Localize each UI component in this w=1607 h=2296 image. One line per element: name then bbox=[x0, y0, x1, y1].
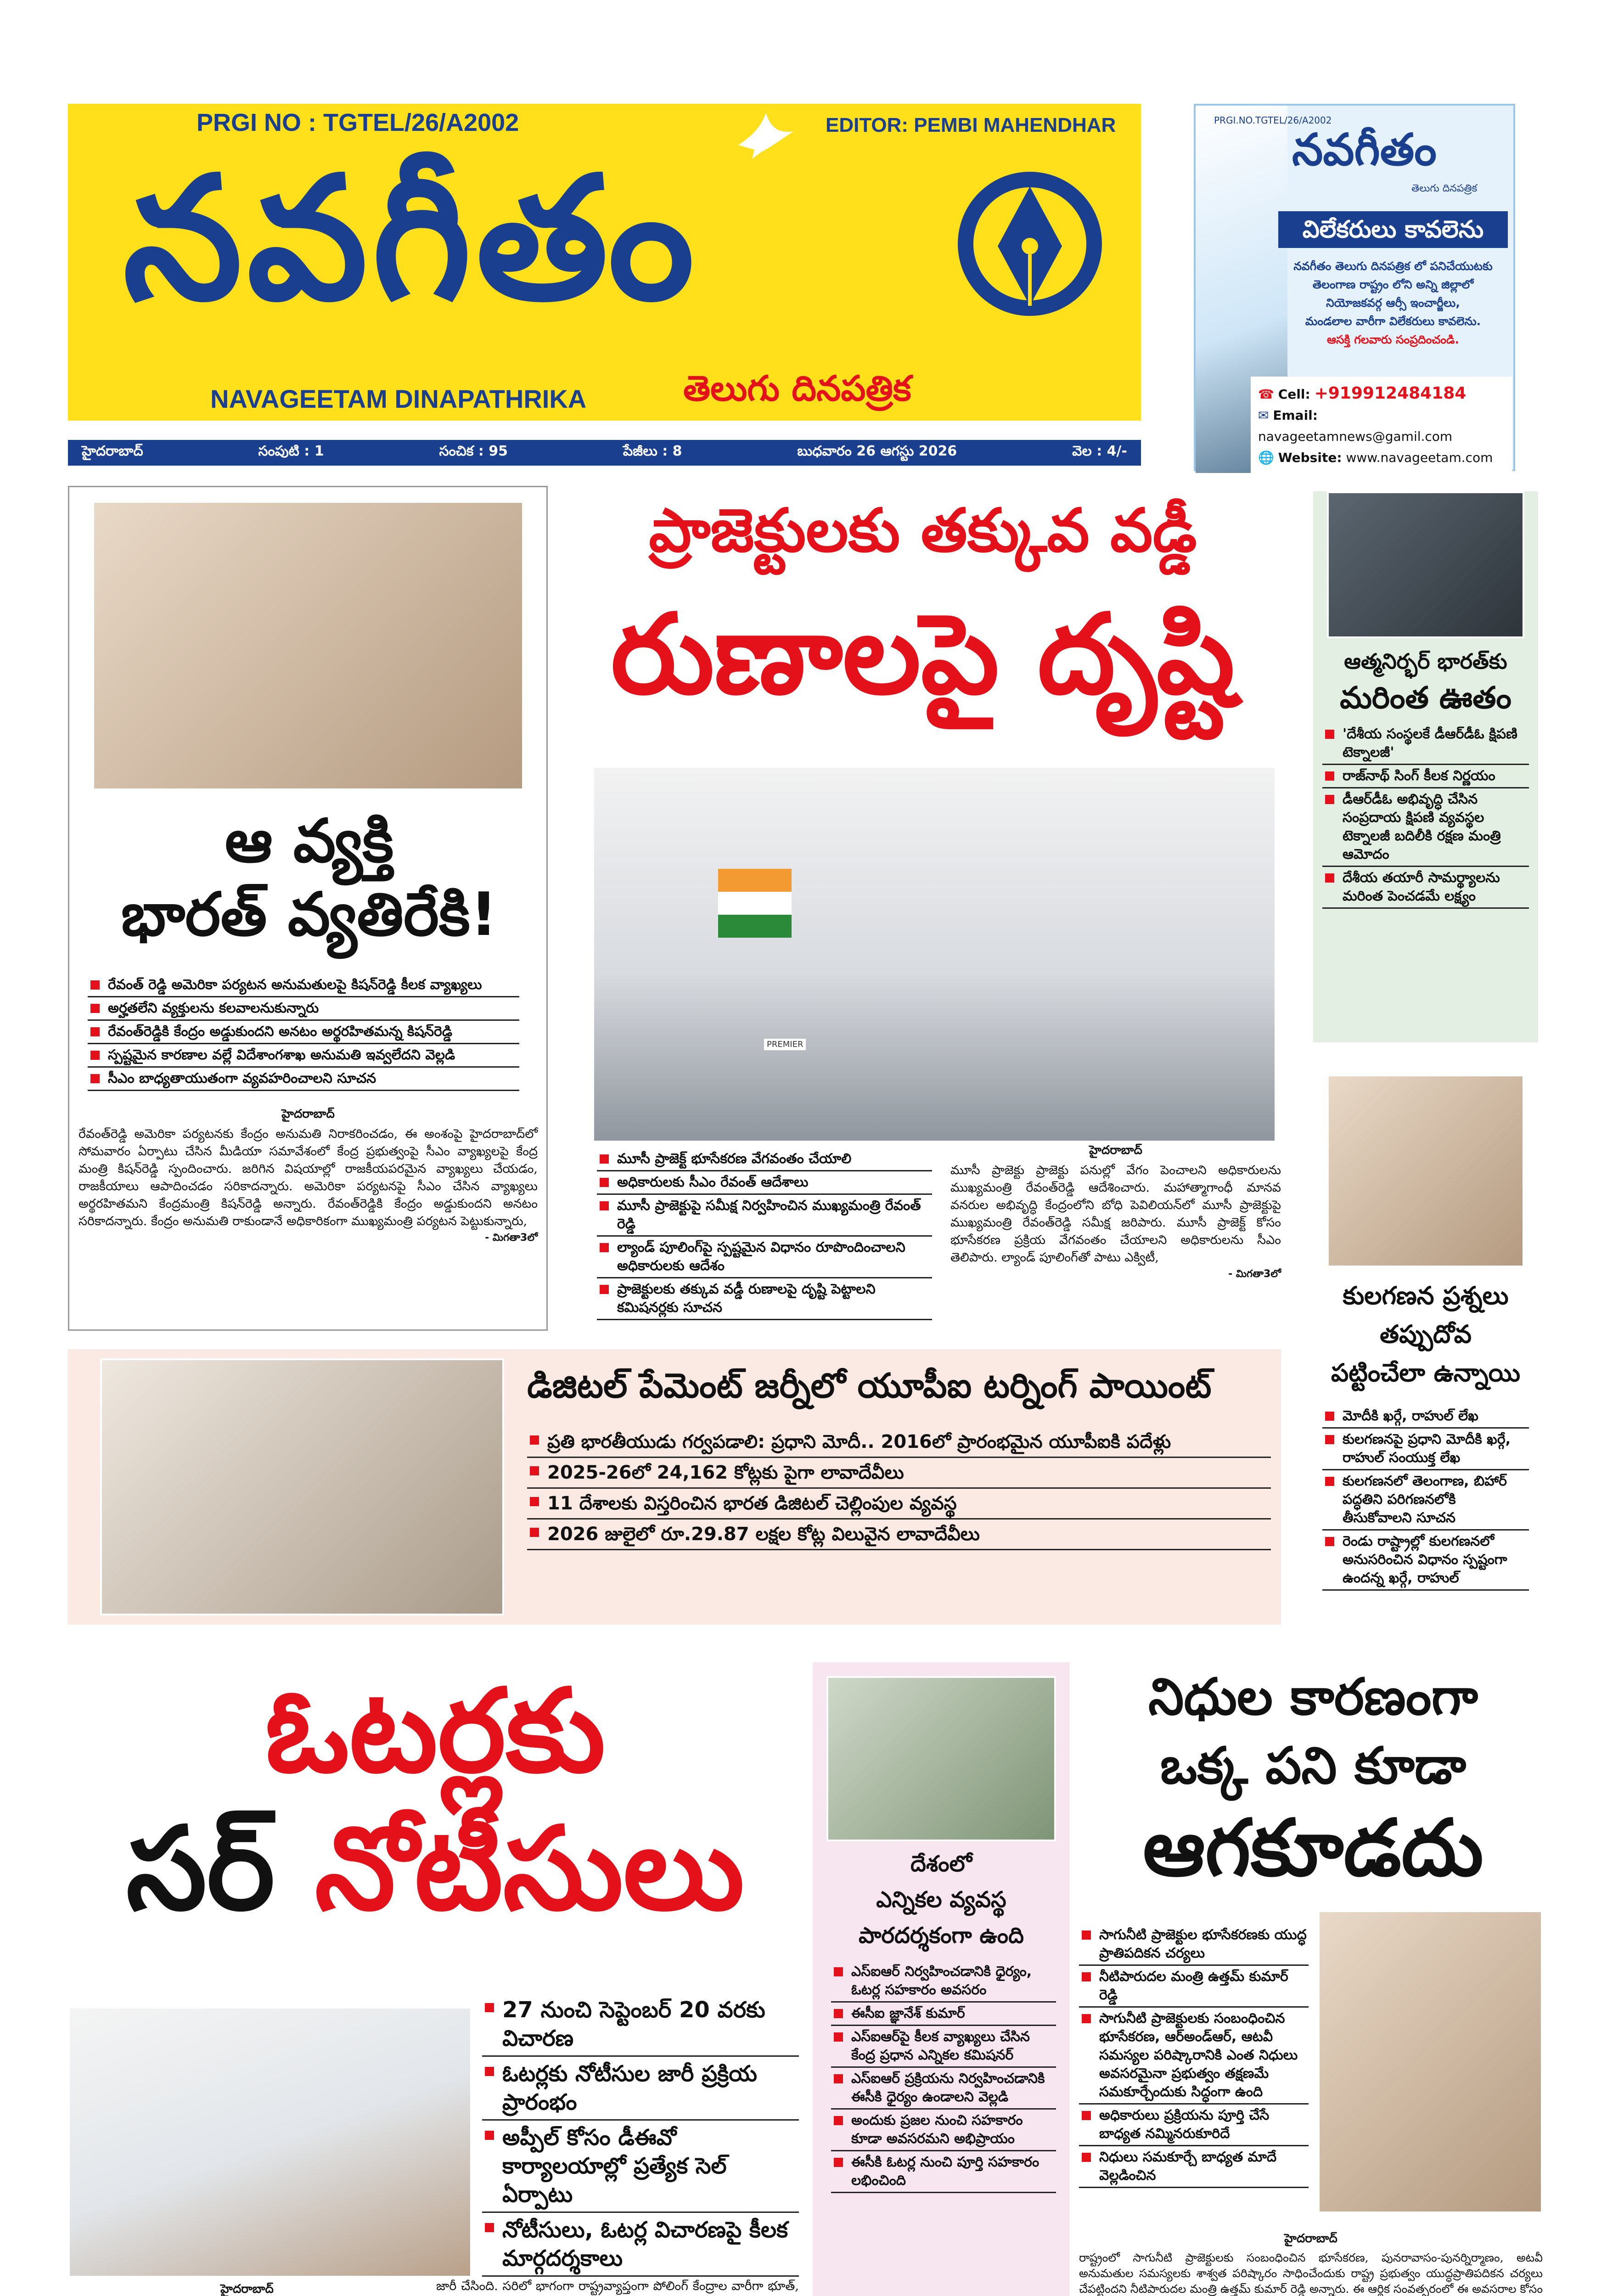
info-issue: సంచిక : 95 bbox=[439, 443, 508, 459]
masthead-subtitle-en: NAVAGEETAM DINAPATHRIKA bbox=[210, 384, 587, 413]
right-story-2-bullets bbox=[1322, 1405, 1529, 1591]
list-item: కులగణనపై ప్రధాని మోదీకి ఖర్గే, రాహుల్ సంయుక్త లేఖ bbox=[1322, 1429, 1529, 1470]
list-item: మూసీ ప్రాజెక్టుపై సమీక్ష నిర్వహించిన ముఖ్యమంత్రి రేవంత్ రెడ్డి bbox=[597, 1195, 932, 1237]
list-item: ఎస్ఐఆర్ ప్రక్రియను నిర్వహించడానికి ఈసీకి ధైర్యం ఉండాలని వెల్లడి bbox=[831, 2068, 1056, 2110]
ec-story-photo bbox=[826, 1676, 1056, 1841]
list-item: రేవంత్‌రెడ్డికి కేంద్రం అడ్డుకుందని అనటం అర్థరహితమన్న కిషన్‌రెడ్డి bbox=[88, 1021, 519, 1044]
ec-story bbox=[813, 1662, 1070, 2296]
list-item: ఎస్ఐఆర్‌పై కీలక వ్యాఖ్యలు చేసిన కేంద్ర ప్రధాన ఎన్నికల కమిషనర్ bbox=[831, 2026, 1056, 2068]
voters-headline: ఓటర్లకు సర్ నోటీసులు bbox=[126, 1664, 745, 1936]
voters-text-col1: హైదరాబాద్ bbox=[220, 2282, 274, 2296]
left-story-photo bbox=[92, 501, 524, 790]
center-kicker: ప్రాజెక్టులకు తక్కువ వడ్డీ bbox=[649, 495, 1197, 565]
ad-logo-sub: తెలుగు దినపత్రిక bbox=[1411, 183, 1478, 194]
upi-headline: డిజిటల్ పేమెంట్ జర్నీలో యూపీఐ టర్నింగ్ పాయింట్ bbox=[527, 1366, 1212, 1406]
list-item: రాజ్‌నాథ్ సింగ్ కీలక నిర్ణయం bbox=[1322, 765, 1529, 788]
center-story-text: హైదరాబాద్ మూసీ ప్రాజెక్టు ప్రాజెక్టు పనుల్లో వేగం పెంచాలని అధికారులను ముఖ్యమంత్రి రేవంత్‌రెడ్డి ఆదేశించారు. మహాత్మాగాంధీ మానవ వనరుల అభివృద్ధి కేంద్రంలోని బోధి పెవిలియన్‌లో మూసీ ప్రాజెక్టుపై ముఖ్యమంత్రి రేవంత్‌రెడ్డి సమీక్ష జరిపారు. మూసీ ప్రాజెక్ట్ కోసం భూసేకరణ ప్రక్రియ వేగవంతం చేయాలని అధికారులను సీఎం తెలిపారు. ల్యాండ్ పూలింగ్‌తో పాటు ఎక్విటీ, - మిగతా3లో bbox=[950, 1143, 1281, 1280]
list-item: ఈసీఐ జ్ఞానేశ్ కుమార్ bbox=[831, 2003, 1056, 2026]
list-item: అధికారులకు సీఎం రేవంత్ ఆదేశాలు bbox=[597, 1171, 932, 1195]
right-story-1-bullets bbox=[1322, 723, 1529, 909]
list-item: నిధులు సమకూర్చే బాధ్యత మాదే వెల్లడించిన bbox=[1079, 2146, 1309, 2188]
list-item: ప్రతి భారతీయుడు గర్వపడాలి: ప్రధాని మోదీ.. 2016లో ప్రారంభమైన యూపీఐకి పదేళ్లు bbox=[527, 1427, 1271, 1458]
info-pages: పేజీలు : 8 bbox=[623, 443, 682, 459]
india-flag bbox=[718, 869, 792, 938]
ad-cell: +919912484184 bbox=[1314, 384, 1467, 403]
list-item: కులగణనలో తెలంగాణ, బిహార్ పద్ధతిని పరిగణనలోకి తీసుకోవాలని సూచన bbox=[1322, 1470, 1529, 1531]
info-bar bbox=[68, 440, 1141, 466]
ad-email: navageetamnews@gamil.com bbox=[1258, 429, 1453, 444]
globe-icon: 🌐 bbox=[1258, 450, 1278, 465]
right-story-1-photo bbox=[1327, 491, 1524, 638]
voters-photo bbox=[68, 2007, 472, 2278]
ec-story-bullets bbox=[831, 1961, 1056, 2193]
ad-contact: ☎ Cell: +919912484184 ✉ Email: navageetamnews@gamil.com 🌐 Website: www.navageetam.com bbox=[1251, 377, 1512, 475]
ad-headline: విలేకరులు కావలెను bbox=[1278, 211, 1508, 248]
left-story-text: హైదరాబాద్ రేవంత్‌రెడ్డి అమెరికా పర్యటనకు కేంద్రం అనుమతి నిరాకరించడం, ఈ అంశంపై హైదరాబాద్‌లో సోమవారం ఏర్పాటు చేసిన మీడియా సమావేశంలో కేంద్ర ప్రభుత్వంపై సీఎం వ్యాఖ్యలపై కేంద్ర మంత్రి కిషన్‌రెడ్డి స్పందించారు. జరిగిన విషయాల్లో రాజకీయపరమైన వ్యాఖ్యలు చేయడం, రాజకీయాలు ఆపాదించడం సరికాదన్నారు. అమెరికా పర్యటనపై సీఎం చేసిన వ్యాఖ్యలు అర్థరహితమని కేంద్రమంత్రి కిషన్‌రెడ్డి అన్నారు. రేవంత్‌రెడ్డికి కేంద్రం అడ్డుకుందని అనటం సరికాదన్నారు. కేంద్రం అనుమతి రాకుండానే అధికారికంగా ముఖ్యమంత్రి పర్యటన పెట్టుకున్నారు, - మిగతా3లో bbox=[79, 1107, 538, 1244]
list-item: ఓటర్లకు నోటీసుల జారీ ప్రక్రియ ప్రారంభం bbox=[482, 2057, 799, 2121]
list-item: ప్రాజెక్టులకు తక్కువ వడ్డీ రుణాలపై దృష్టి పెట్టాలని కమిషనర్లకు సూచన bbox=[597, 1278, 932, 1320]
list-item: దేశీయ తయారీ సామర్థ్యాలను మరింత పెంచడమే లక్ష్యం bbox=[1322, 867, 1529, 909]
ad-logo: నవగీతం bbox=[1292, 124, 1437, 175]
list-item: నోటీసులు, ఓటర్ల విచారణపై కీలక మార్గదర్శకాలు bbox=[482, 2213, 799, 2277]
list-item: అధికారులు ప్రక్రియను పూర్తి చేసే బాధ్యత నమ్మినరుకూరిదే bbox=[1079, 2105, 1309, 2146]
email-icon: ✉ bbox=[1258, 408, 1273, 423]
list-item: నీటిపారుదల మంత్రి ఉత్తమ్ కుమార్ రెడ్డి bbox=[1079, 1966, 1309, 2008]
list-item: రెండు రాష్ట్రాల్లో కులగణనలో అనుసరించిన విధానం స్పష్టంగా ఉందన్న ఖర్గే, రాహుల్ bbox=[1322, 1531, 1529, 1591]
list-item: అప్పీల్ కోసం డీఈవో కార్యాలయాల్లో ప్రత్యేక సెల్ ఏర్పాటు bbox=[482, 2121, 799, 2213]
list-item: డీఆర్‌డీఓ అభివృద్ధి చేసిన సంప్రదాయ క్షిపణి వ్యవస్థల టెక్నాలజీ బదిలీకి రక్షణ మంత్రి ఆమోదం bbox=[1322, 788, 1529, 867]
masthead bbox=[68, 104, 1141, 421]
left-story-bullets bbox=[88, 974, 519, 1091]
list-item: 2026 జులైలో రూ.29.87 లక్షల కోట్ల విలువైన లావాదేవీలు bbox=[527, 1519, 1271, 1550]
photo-tag: PREMIER bbox=[764, 1039, 806, 1050]
right-story-2-headline: కులగణన ప్రశ్నలు తప్పుదోవ పట్టించేలా ఉన్నాయి bbox=[1331, 1281, 1521, 1387]
phone-icon: ☎ bbox=[1258, 387, 1278, 402]
list-item: మూసీ ప్రాజెక్ట్ భూసేకరణ వేగవంతం చేయాలి bbox=[597, 1148, 932, 1171]
funds-bullets bbox=[1079, 1924, 1309, 2188]
center-story-bullets bbox=[597, 1148, 932, 1320]
ad-prgi: PRGI.NO.TGTEL/26/A2002 bbox=[1214, 115, 1332, 126]
list-item: ఈసీకి ఓటర్ల నుంచి పూర్తి సహకారం లభించింది bbox=[831, 2151, 1056, 2193]
funds-text: హైదరాబాద్ రాష్ట్రంలో సాగునీటి ప్రాజెక్టులకు సంబంధించిన భూసేకరణ, పునరావాసం-పునర్నిర్మాణం, అటవీ అనుమతుల సమస్యలకు శాశ్వత పరిష్కారం సాధించేందుకు రాష్ట్ర ప్రభుత్వం యుద్ధప్రాతిపదికన చర్యలు చేపట్టిందని నీటిపారుదల మంత్రి ఉత్తమ్ కుమార్ రెడ్డి అన్నారు. ఈ ఆర్థిక సంవత్సరంలో ఈ అవసరాల కోసం bbox=[1079, 2232, 1543, 2296]
info-price: వెల : 4/- bbox=[1072, 443, 1127, 459]
list-item: స్పష్టమైన కారణాల వల్లే విదేశాంగశాఖ అనుమతి ఇవ్వలేదని వెల్లడి bbox=[88, 1044, 519, 1068]
list-item: ల్యాండ్ పూలింగ్‌పై స్పష్టమైన విధానం రూపొందించాలని అధికారులకు ఆదేశం bbox=[597, 1237, 932, 1278]
recruitment-ad bbox=[1194, 104, 1515, 471]
upi-bullets bbox=[527, 1427, 1271, 1550]
right-story-2 bbox=[1313, 1075, 1538, 1704]
masthead-title: నవగీతం bbox=[123, 141, 699, 338]
list-item: 11 దేశాలకు విస్తరించిన భారత డిజిటల్ చెల్లింపుల వ్యవస్థ bbox=[527, 1489, 1271, 1519]
info-city: హైదరాబాద్ bbox=[82, 443, 143, 459]
funds-photo bbox=[1318, 1910, 1543, 2213]
left-story bbox=[68, 486, 548, 1331]
list-item: అర్హతలేని వ్యక్తులను కలవాలనుకున్నారు bbox=[88, 997, 519, 1021]
list-item: అందుకు ప్రజల నుంచి సహకారం కూడా అవసరమని అభిప్రాయం bbox=[831, 2110, 1056, 2151]
upi-story bbox=[68, 1349, 1281, 1625]
ad-website: www.navageetam.com bbox=[1346, 450, 1493, 465]
list-item: 2025-26లో 24,162 కోట్లకు పైగా లావాదేవీలు bbox=[527, 1458, 1271, 1489]
upi-story-photo bbox=[100, 1358, 504, 1615]
left-story-headline: ఆ వ్యక్తి భారత్ వ్యతిరేకి! bbox=[121, 806, 498, 949]
voters-text-col2: జారీ చేసింది. సరిలో భాగంగా రాష్ట్రవ్యాప్తంగా పోలింగ్ కేంద్రాల వారీగా భూత్, bbox=[436, 2279, 799, 2293]
center-headline: రుణాలపై దృష్టి bbox=[611, 590, 1235, 719]
voters-bullets bbox=[482, 1993, 799, 2277]
info-volume: సంపుటి : 1 bbox=[258, 443, 324, 459]
list-item: రేవంత్ రెడ్డి అమెరికా పర్యటన అనుమతులపై కిషన్‌రెడ్డి కీలక వ్యాఖ్యలు bbox=[88, 974, 519, 997]
center-story-photo bbox=[592, 766, 1276, 1142]
list-item: సాగునీటి ప్రాజెక్టుల భూసేకరణకు యుద్ధ ప్రాతిపదికన చర్యలు bbox=[1079, 1924, 1309, 1966]
list-item: 27 నుంచి సెప్టెంబర్ 20 వరకు విచారణ bbox=[482, 1993, 799, 2057]
pen-nib-logo-icon bbox=[954, 168, 1106, 320]
list-item: 'దేశీయ సంస్థలకే డీఆర్‌డీఓ క్షిపణి టెక్నాలజీ' bbox=[1322, 723, 1529, 765]
list-item: సీఎం బాధ్యతాయుతంగా వ్యవహరించాలని సూచన bbox=[88, 1068, 519, 1091]
right-story-2-photo bbox=[1327, 1075, 1524, 1267]
list-item: ఎస్ఐఆర్ నిర్వహించడానికి ధైర్యం, ఓటర్ల సహకారం అవసరం bbox=[831, 1961, 1056, 2003]
funds-headline: నిధుల కారణంగా ఒక్క పని కూడా ఆగకూడదు bbox=[1143, 1667, 1483, 1894]
ec-story-headline: దేశంలో ఎన్నికల వ్యవస్థ పారదర్శకంగా ఉంది bbox=[859, 1851, 1024, 1948]
editor-name: EDITOR: PEMBI MAHENDHAR bbox=[826, 114, 1116, 136]
right-story-1-headline: ఆత్మనిర్భర్ భారత్‌కు మరింత ఊతం bbox=[1340, 649, 1511, 715]
info-date: బుధవారం 26 ఆగస్టు 2026 bbox=[797, 443, 957, 459]
prgi-number: PRGI NO : TGTEL/26/A2002 bbox=[197, 109, 519, 136]
masthead-subtitle-te: తెలుగు దినపత్రిక bbox=[683, 368, 911, 409]
list-item: సాగునీటి ప్రాజెక్టులకు సంబంధించిన భూసేకరణ, ఆర్‌అండ్‌ఆర్, ఆటవీ సమస్యల పరిష్కారానికి ఎంత నిధులు అవసరమైనా ప్రభుత్వం తక్షణమే సమకూర్చేందుకు సిద్ధంగా ఉంది bbox=[1079, 2008, 1309, 2105]
dove-icon bbox=[734, 108, 798, 163]
ad-text: నవగీతం తెలుగు దినపత్రిక లో పనిచేయుటకు తెలంగాణ రాష్ట్రం లోని అన్ని జిల్లాలో నియోజకవర్గ ఆర్సీ ఇంచార్జీలు, మండలాల వారీగా విలేకరులు కావలెను. ఆసక్తి గలవారు సంప్రదించండి. bbox=[1293, 259, 1493, 346]
right-story-1 bbox=[1313, 491, 1538, 1042]
list-item: మోదీకి ఖర్గే, రాహుల్ లేఖ bbox=[1322, 1405, 1529, 1429]
